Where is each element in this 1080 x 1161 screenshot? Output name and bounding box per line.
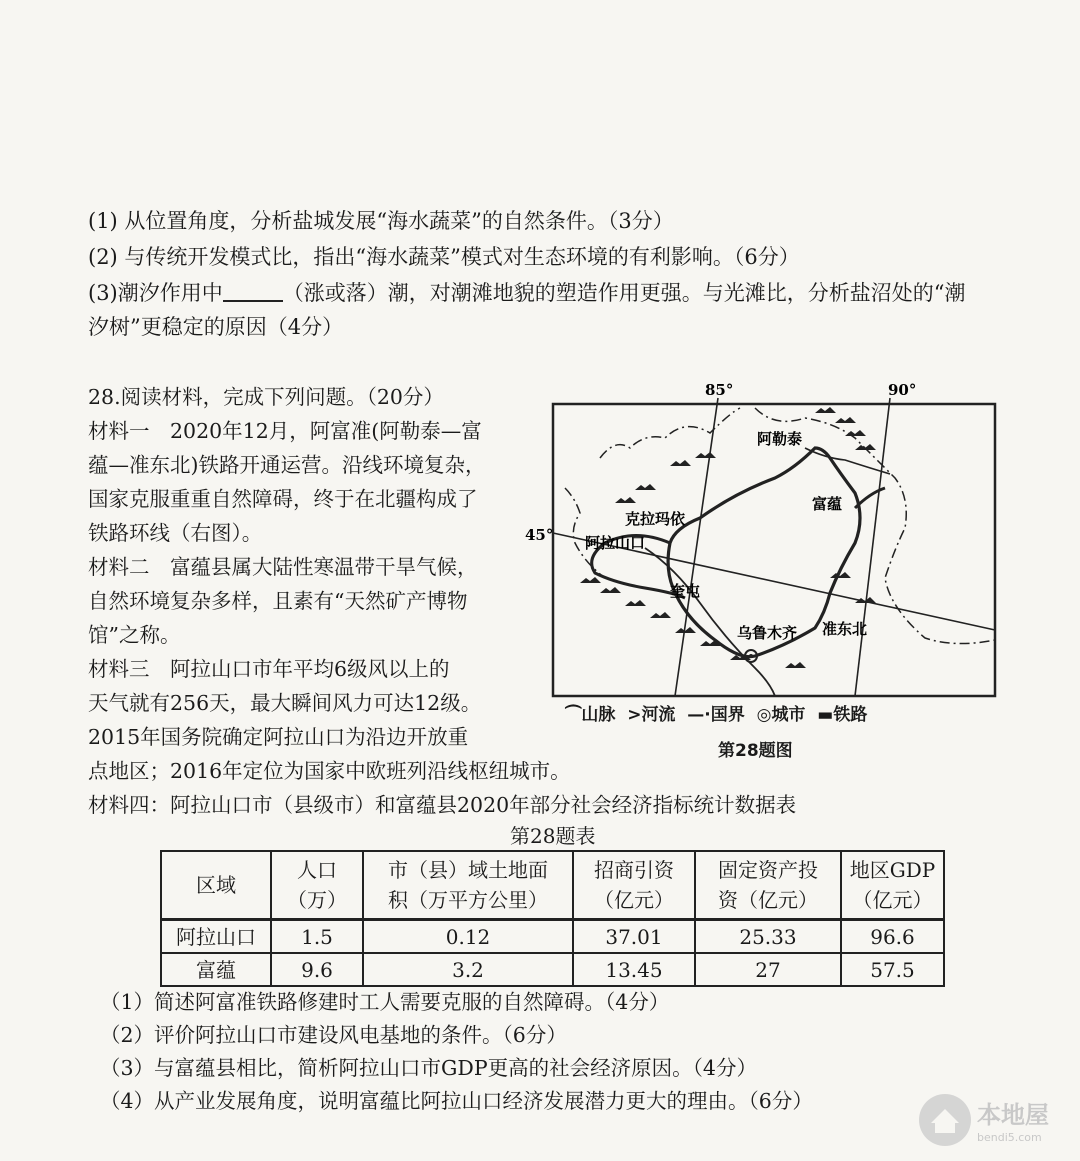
material-1-line: 国家克服重重自然障碍，终于在北疆构成了: [88, 487, 478, 511]
q27-sub-2: (2) 与传统开发模式比，指出“海水蔬菜”模式对生态环境的有利影响。（6分）: [88, 245, 800, 269]
cell-population: 9.6: [271, 953, 363, 986]
header-region: 区域: [161, 851, 271, 920]
material-1-line: 蕴—准东北)铁路开通运营。沿线环境复杂，: [88, 453, 486, 477]
header-population: 人口 （万）: [271, 851, 363, 920]
answer-blank[interactable]: [223, 280, 283, 302]
table-row: [161, 920, 944, 954]
cell-area: 3.2: [363, 953, 573, 986]
watermark-name: 本地屋: [977, 1101, 1049, 1129]
legend-mountain: 山脉: [581, 705, 616, 725]
header-area: 市（县）域土地面 积（万平方公里）: [363, 851, 573, 920]
material-3-line-cont: 点地区；2016年定位为国家中欧班列沿线枢纽城市。: [88, 759, 571, 783]
house-icon: [915, 1085, 1065, 1155]
watermark: [915, 1085, 1065, 1155]
railway-icon: ▬: [817, 705, 834, 725]
city-label-zhundong: 准东北: [822, 620, 868, 638]
mountain-icon: ⏜: [565, 705, 582, 725]
q27-sub-1: (1) 从位置角度，分析盐城发展“海水蔬菜”的自然条件。（3分）: [88, 209, 674, 233]
stats-table: [160, 850, 945, 987]
label-90: 90°: [888, 381, 917, 399]
legend-river: 河流: [641, 705, 676, 725]
material-1-line: 铁路环线（右图）。: [88, 521, 263, 545]
material-3-line: 材料三 阿拉山口市年平均6级风以上的: [88, 657, 450, 681]
cell-region: 阿拉山口: [161, 920, 271, 954]
q27-sub-3: [88, 276, 965, 310]
meridian-85: [675, 398, 718, 696]
q28-title: 28.阅读材料，完成下列问题。（20分）: [88, 385, 444, 409]
material-3-line: 天气就有256天，最大瞬间风力可达12级。: [88, 691, 482, 715]
border-icon: —·: [687, 705, 711, 725]
city-label-karamay: 克拉玛依: [625, 510, 686, 528]
q28-materials: [88, 380, 518, 754]
label-85: 85°: [705, 381, 734, 399]
q28-sub-4: （4）从产业发展角度，说明富蕴比阿拉山口经济发展潜力更大的理由。（6分）: [100, 1089, 813, 1113]
header-investment: 招商引资 （亿元）: [573, 851, 695, 920]
legend-city: 城市: [771, 705, 806, 725]
label-45: 45°: [525, 526, 554, 544]
cell-fixed-assets: 25.33: [695, 920, 841, 954]
city-label-altay: 阿勒泰: [757, 430, 803, 448]
railway-branch: [855, 488, 885, 508]
material-2-line: 自然环境复杂多样，且素有“天然矿产博物: [88, 589, 468, 613]
cell-investment: 13.45: [573, 953, 695, 986]
table-caption: 第28题表: [510, 824, 596, 848]
header-gdp: 地区GDP （亿元）: [841, 851, 944, 920]
material-3-line: 2015年国务院确定阿拉山口为沿边开放重: [88, 725, 469, 749]
cell-gdp: 57.5: [841, 953, 944, 986]
table-row: [161, 953, 944, 986]
material-4: 材料四：阿拉山口市（县级市）和富蕴县2020年部分社会经济指标统计数据表: [88, 793, 797, 817]
table-header-row: [161, 851, 944, 920]
cell-region: 富蕴: [161, 953, 271, 986]
legend-border: 国界: [710, 705, 745, 725]
map-legend: [565, 700, 867, 725]
city-icon: ◎: [756, 705, 772, 725]
material-1-line: 材料一 2020年12月，阿富准(阿勒泰—富: [88, 419, 482, 443]
material-2-line: 馆”之称。: [88, 623, 181, 647]
q27-sub-3-line2: 汐树”更稳定的原因（4分）: [88, 315, 344, 339]
urumqi-marker-dot: [749, 654, 753, 658]
river-icon: >: [627, 705, 642, 725]
q28-sub-3: （3）与富蕴县相比，简析阿拉山口市GDP更高的社会经济原因。（4分）: [100, 1056, 757, 1080]
cell-fixed-assets: 27: [695, 953, 841, 986]
city-label-kuytun: 奎屯: [670, 582, 701, 600]
map-caption: 第28题图: [718, 741, 793, 761]
header-fixed-assets: 固定资产投 资（亿元）: [695, 851, 841, 920]
cell-population: 1.5: [271, 920, 363, 954]
watermark-url: bendi5.com: [977, 1131, 1042, 1144]
q27-sub-3-prefix: (3)潮汐作用中: [88, 281, 223, 305]
legend-railway: 铁路: [833, 705, 868, 725]
q28-sub-2: （2）评价阿拉山口市建设风电基地的条件。（6分）: [100, 1023, 567, 1047]
city-label-fuyun: 富蕴: [812, 495, 843, 513]
map-svg: [525, 378, 1005, 698]
river: [645, 548, 775, 696]
q27-sub-3-suffix: （涨或落）潮，对潮滩地貌的塑造作用更强。与光滩比，分析盐沼处的“潮: [282, 281, 966, 305]
city-label-alashankou: 阿拉山口: [585, 534, 646, 552]
city-label-urumqi: 乌鲁木齐: [737, 624, 798, 642]
material-2-line: 材料二 富蕴县属大陆性寒温带干旱气候，: [88, 555, 478, 579]
cell-area: 0.12: [363, 920, 573, 954]
q28-sub-1: （1）简述阿富准铁路修建时工人需要克服的自然障碍。（4分）: [100, 990, 670, 1014]
cell-investment: 37.01: [573, 920, 695, 954]
cell-gdp: 96.6: [841, 920, 944, 954]
